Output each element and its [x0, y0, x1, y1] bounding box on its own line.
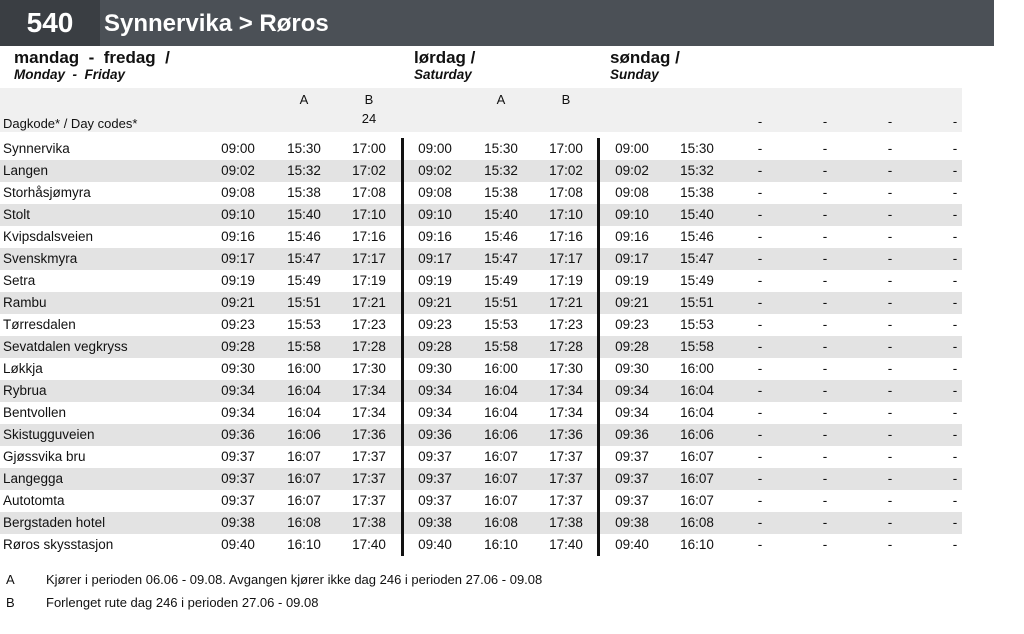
departure-time: -	[887, 185, 893, 200]
departure-time: 17:00	[352, 141, 386, 156]
departure-time: -	[757, 515, 763, 530]
departure-time: -	[952, 427, 958, 442]
departure-time: 16:07	[287, 493, 321, 508]
departure-time: 09:02	[221, 163, 255, 178]
departure-time: 15:51	[287, 295, 321, 310]
departure-time: 09:21	[615, 295, 649, 310]
departure-time: 09:16	[221, 229, 255, 244]
departure-time: 09:10	[418, 207, 452, 222]
departure-time: 16:04	[287, 405, 321, 420]
departure-time: 15:38	[287, 185, 321, 200]
departure-time: -	[887, 471, 893, 486]
day-header-saturday-no: lørdag /	[414, 48, 476, 67]
departure-time: 09:34	[418, 405, 452, 420]
departure-time: -	[757, 493, 763, 508]
departure-time: 15:51	[680, 295, 714, 310]
departure-time: 15:47	[680, 251, 714, 266]
departure-time: -	[952, 295, 958, 310]
departure-time: -	[757, 273, 763, 288]
table-row	[0, 138, 962, 160]
departure-time: 09:34	[615, 405, 649, 420]
departure-time: 09:23	[221, 317, 255, 332]
departure-time: 17:23	[549, 317, 583, 332]
departure-time: -	[887, 251, 893, 266]
departure-time: 17:30	[352, 361, 386, 376]
departure-time: -	[952, 449, 958, 464]
stop-name: Kvipsdalsveien	[3, 229, 94, 244]
stop-name: Bentvollen	[3, 405, 67, 420]
departure-time: 17:37	[352, 449, 386, 464]
departure-time: 09:34	[418, 383, 452, 398]
departure-time: 15:46	[484, 229, 518, 244]
departure-time: 17:19	[549, 273, 583, 288]
departure-time: -	[952, 471, 958, 486]
departure-time: -	[822, 361, 828, 376]
departure-time: 09:37	[221, 449, 255, 464]
departure-time: 16:04	[484, 405, 518, 420]
table-row	[0, 446, 962, 468]
departure-time: -	[822, 185, 828, 200]
departure-time: 15:49	[680, 273, 714, 288]
departure-time: -	[952, 317, 958, 332]
day-code-cell: A	[299, 92, 309, 107]
departure-time: 09:37	[615, 493, 649, 508]
departure-time: 09:10	[221, 207, 255, 222]
departure-time: 15:53	[287, 317, 321, 332]
departure-time: 15:32	[680, 163, 714, 178]
departure-time: -	[952, 141, 958, 156]
departure-time: 15:58	[484, 339, 518, 354]
departure-time: 09:16	[418, 229, 452, 244]
departure-time: -	[822, 405, 828, 420]
departure-time: 16:10	[484, 537, 518, 552]
departure-time: -	[822, 537, 828, 552]
table-row	[0, 204, 962, 226]
day-header-saturday-en: Saturday	[414, 67, 472, 82]
departure-time: -	[887, 515, 893, 530]
departure-time: -	[887, 493, 893, 508]
departure-time: 17:16	[549, 229, 583, 244]
departure-time: 17:17	[549, 251, 583, 266]
departure-time: 09:37	[418, 493, 452, 508]
departure-time: 15:32	[484, 163, 518, 178]
departure-time: 16:00	[287, 361, 321, 376]
departure-time: -	[822, 207, 828, 222]
departure-time: 17:02	[549, 163, 583, 178]
departure-time: -	[757, 537, 763, 552]
table-row	[0, 160, 962, 182]
departure-time: 16:06	[484, 427, 518, 442]
departure-time: -	[757, 163, 763, 178]
departure-time: 09:37	[418, 471, 452, 486]
departure-time: -	[887, 361, 893, 376]
departure-time: 09:19	[221, 273, 255, 288]
departure-time: -	[952, 405, 958, 420]
day-code-cell: -	[822, 114, 828, 129]
departure-time: 16:08	[287, 515, 321, 530]
departure-time: 09:37	[418, 449, 452, 464]
departure-time: 09:28	[418, 339, 452, 354]
departure-time: -	[757, 405, 763, 420]
departure-time: -	[822, 493, 828, 508]
departure-time: 17:02	[352, 163, 386, 178]
departure-time: 09:37	[221, 471, 255, 486]
stop-name: Sevatdalen vegkryss	[3, 339, 128, 354]
departure-time: -	[887, 339, 893, 354]
departure-time: 17:16	[352, 229, 386, 244]
departure-time: 15:32	[287, 163, 321, 178]
departure-time: 16:06	[287, 427, 321, 442]
departure-time: 09:10	[615, 207, 649, 222]
departure-time: 17:37	[549, 493, 583, 508]
departure-time: -	[757, 141, 763, 156]
departure-time: 09:36	[615, 427, 649, 442]
departure-time: 16:04	[680, 405, 714, 420]
departure-time: -	[822, 141, 828, 156]
day-header-sunday-en: Sunday	[610, 67, 659, 82]
stop-name: Langen	[3, 163, 49, 178]
day-code-cell: A	[496, 92, 506, 107]
stop-name: Røros skysstasjon	[3, 537, 114, 552]
departure-time: -	[887, 163, 893, 178]
table-row	[0, 292, 962, 314]
departure-time: 16:06	[680, 427, 714, 442]
table-row	[0, 534, 962, 556]
departure-time: 09:36	[418, 427, 452, 442]
departure-time: 09:23	[615, 317, 649, 332]
departure-time: -	[822, 229, 828, 244]
departure-time: 16:07	[287, 449, 321, 464]
table-row	[0, 402, 962, 424]
departure-time: 09:37	[615, 471, 649, 486]
departure-time: 16:07	[484, 449, 518, 464]
departure-time: 16:10	[287, 537, 321, 552]
departure-time: 17:37	[352, 471, 386, 486]
departure-time: 15:51	[484, 295, 518, 310]
departure-time: 09:00	[221, 141, 255, 156]
stop-name: Rambu	[3, 295, 47, 310]
table-row	[0, 424, 962, 446]
table-row	[0, 248, 962, 270]
departure-time: -	[887, 229, 893, 244]
departure-time: 09:02	[418, 163, 452, 178]
departure-time: 09:21	[221, 295, 255, 310]
table-row	[0, 380, 962, 402]
departure-time: 15:40	[484, 207, 518, 222]
departure-time: -	[952, 273, 958, 288]
departure-time: 16:00	[680, 361, 714, 376]
departure-time: 17:34	[352, 383, 386, 398]
departure-time: 15:30	[680, 141, 714, 156]
table-row	[0, 270, 962, 292]
table-row	[0, 182, 962, 204]
footnote-code: A	[6, 572, 15, 587]
departure-time: 09:38	[221, 515, 255, 530]
departure-time: -	[757, 449, 763, 464]
departure-time: 15:30	[287, 141, 321, 156]
departure-time: -	[757, 295, 763, 310]
departure-time: 09:30	[221, 361, 255, 376]
departure-time: 09:28	[615, 339, 649, 354]
departure-time: 17:36	[549, 427, 583, 442]
departure-time: -	[822, 273, 828, 288]
departure-time: 17:36	[352, 427, 386, 442]
departure-time: 17:00	[549, 141, 583, 156]
departure-time: 17:37	[549, 471, 583, 486]
departure-time: 09:21	[418, 295, 452, 310]
departure-time: 15:40	[680, 207, 714, 222]
departure-time: 09:40	[221, 537, 255, 552]
departure-time: 16:04	[287, 383, 321, 398]
departure-time: 09:28	[221, 339, 255, 354]
departure-time: -	[757, 185, 763, 200]
table-row	[0, 468, 962, 490]
departure-time: -	[887, 405, 893, 420]
departure-time: 16:07	[287, 471, 321, 486]
departure-time: -	[952, 361, 958, 376]
departure-time: 09:38	[418, 515, 452, 530]
departure-time: 16:08	[680, 515, 714, 530]
departure-time: -	[822, 383, 828, 398]
departure-time: -	[822, 317, 828, 332]
departure-time: 16:07	[484, 493, 518, 508]
departure-time: 09:37	[615, 449, 649, 464]
departure-time: 17:17	[352, 251, 386, 266]
departure-time: -	[887, 141, 893, 156]
departure-time: -	[887, 449, 893, 464]
departure-time: 16:07	[484, 471, 518, 486]
departure-time: -	[757, 207, 763, 222]
departure-time: 15:30	[484, 141, 518, 156]
footnote-text: Forlenget rute dag 246 i perioden 27.06 - 09.08	[46, 595, 319, 610]
table-row	[0, 226, 962, 248]
departure-time: 09:34	[221, 383, 255, 398]
departure-time: 17:10	[549, 207, 583, 222]
departure-time: -	[822, 515, 828, 530]
stop-name: Synnervika	[3, 141, 70, 156]
column-divider-weekdays-saturday	[401, 138, 404, 556]
departure-time: 16:04	[680, 383, 714, 398]
departure-time: -	[887, 295, 893, 310]
footnote-code: B	[6, 595, 15, 610]
day-code-cell: B	[561, 92, 571, 107]
day-code-cell: -	[952, 114, 958, 129]
departure-time: 17:37	[549, 449, 583, 464]
departure-time: 09:30	[418, 361, 452, 376]
departure-time: -	[822, 449, 828, 464]
stop-name: Løkkja	[3, 361, 43, 376]
departure-time: 09:19	[418, 273, 452, 288]
departure-time: 15:58	[287, 339, 321, 354]
departure-time: -	[952, 493, 958, 508]
timetable-rows	[0, 138, 962, 556]
departure-time: 09:34	[615, 383, 649, 398]
table-row	[0, 358, 962, 380]
departure-time: 17:28	[352, 339, 386, 354]
departure-time: 09:00	[418, 141, 452, 156]
departure-time: -	[822, 251, 828, 266]
departure-time: -	[952, 383, 958, 398]
departure-time: 17:08	[352, 185, 386, 200]
day-code-cell: 24	[361, 111, 377, 126]
departure-time: -	[822, 339, 828, 354]
departure-time: 09:23	[418, 317, 452, 332]
day-code-cell: -	[757, 114, 763, 129]
departure-time: 09:38	[615, 515, 649, 530]
departure-time: 09:40	[615, 537, 649, 552]
footnote-text: Kjører i perioden 06.06 - 09.08. Avgangen kjører ikke dag 246 i perioden 27.06 - 09.08	[46, 572, 543, 587]
departure-time: 09:17	[615, 251, 649, 266]
departure-time: -	[822, 427, 828, 442]
stop-name: Tørresdalen	[3, 317, 76, 332]
day-header-weekdays	[14, 49, 170, 82]
departure-time: 09:00	[615, 141, 649, 156]
day-code-cell: B	[364, 92, 374, 107]
day-header-sunday-no: søndag /	[610, 48, 680, 67]
departure-time: 09:40	[418, 537, 452, 552]
departure-time: 16:04	[484, 383, 518, 398]
departure-time: -	[952, 163, 958, 178]
table-row	[0, 490, 962, 512]
departure-time: -	[887, 427, 893, 442]
route-number: 540	[0, 0, 100, 46]
departure-time: -	[952, 185, 958, 200]
departure-time: -	[757, 251, 763, 266]
departure-time: 15:53	[680, 317, 714, 332]
day-codes-label: Dagkode* / Day codes*	[3, 116, 138, 131]
column-divider-saturday-sunday	[597, 138, 600, 556]
departure-time: 17:08	[549, 185, 583, 200]
departure-time: 17:28	[549, 339, 583, 354]
departure-time: 15:38	[680, 185, 714, 200]
departure-time: 17:34	[549, 383, 583, 398]
departure-time: 09:08	[615, 185, 649, 200]
departure-time: 15:58	[680, 339, 714, 354]
departure-time: 09:17	[418, 251, 452, 266]
stop-name: Rybrua	[3, 383, 47, 398]
departure-time: -	[887, 383, 893, 398]
departure-time: -	[822, 295, 828, 310]
departure-time: -	[952, 537, 958, 552]
departure-time: -	[757, 361, 763, 376]
departure-time: 17:10	[352, 207, 386, 222]
departure-time: 15:49	[287, 273, 321, 288]
day-header-weekdays-no: mandag - fredag /	[14, 48, 170, 67]
departure-time: 09:08	[418, 185, 452, 200]
departure-time: 15:46	[287, 229, 321, 244]
stop-name: Stolt	[3, 207, 31, 222]
stop-name: Skistugguveien	[3, 427, 95, 442]
day-code-cell: -	[887, 114, 893, 129]
departure-time: 16:00	[484, 361, 518, 376]
departure-time: -	[887, 537, 893, 552]
departure-time: 17:19	[352, 273, 386, 288]
departure-time: 09:02	[615, 163, 649, 178]
departure-time: -	[757, 427, 763, 442]
departure-time: -	[952, 251, 958, 266]
table-row	[0, 336, 962, 358]
departure-time: 17:38	[352, 515, 386, 530]
departure-time: -	[822, 471, 828, 486]
departure-time: -	[887, 273, 893, 288]
departure-time: 09:16	[615, 229, 649, 244]
stop-name: Langegga	[3, 471, 64, 486]
departure-time: -	[887, 317, 893, 332]
departure-time: 17:21	[549, 295, 583, 310]
departure-time: -	[757, 339, 763, 354]
departure-time: 15:47	[484, 251, 518, 266]
day-header-saturday	[414, 49, 475, 82]
departure-time: 17:37	[352, 493, 386, 508]
stop-name: Autotomta	[3, 493, 65, 508]
stop-name: Bergstaden hotel	[3, 515, 106, 530]
departure-time: 16:10	[680, 537, 714, 552]
departure-time: 15:47	[287, 251, 321, 266]
stop-name: Storhåsjømyra	[3, 185, 91, 200]
departure-time: 17:34	[352, 405, 386, 420]
departure-time: -	[757, 383, 763, 398]
departure-time: -	[757, 317, 763, 332]
route-title: Synnervika > Røros	[104, 10, 329, 37]
stop-name: Svenskmyra	[3, 251, 78, 266]
departure-time: 17:23	[352, 317, 386, 332]
day-header-weekdays-en: Monday - Friday	[14, 67, 126, 82]
departure-time: 17:40	[352, 537, 386, 552]
departure-time: -	[757, 229, 763, 244]
departure-time: 09:08	[221, 185, 255, 200]
departure-time: 09:37	[221, 493, 255, 508]
departure-time: 15:40	[287, 207, 321, 222]
departure-time: 17:38	[549, 515, 583, 530]
departure-time: 16:07	[680, 471, 714, 486]
departure-time: 09:17	[221, 251, 255, 266]
departure-time: -	[952, 229, 958, 244]
departure-time: 15:53	[484, 317, 518, 332]
departure-time: 15:46	[680, 229, 714, 244]
departure-time: 17:30	[549, 361, 583, 376]
departure-time: 17:34	[549, 405, 583, 420]
day-header-sunday	[610, 49, 680, 82]
departure-time: -	[757, 471, 763, 486]
table-row	[0, 314, 962, 336]
route-header	[0, 0, 994, 46]
departure-time: -	[952, 515, 958, 530]
departure-time: -	[952, 207, 958, 222]
departure-time: 09:19	[615, 273, 649, 288]
departure-time: -	[822, 163, 828, 178]
departure-time: 16:07	[680, 493, 714, 508]
departure-time: 15:49	[484, 273, 518, 288]
departure-time: 15:38	[484, 185, 518, 200]
departure-time: 17:21	[352, 295, 386, 310]
stop-name: Setra	[3, 273, 36, 288]
departure-time: 16:07	[680, 449, 714, 464]
departure-time: 09:36	[221, 427, 255, 442]
table-row	[0, 512, 962, 534]
departure-time: -	[952, 339, 958, 354]
departure-time: 09:34	[221, 405, 255, 420]
departure-time: 17:40	[549, 537, 583, 552]
departure-time: 09:30	[615, 361, 649, 376]
stop-name: Gjøssvika bru	[3, 449, 86, 464]
departure-time: -	[887, 207, 893, 222]
departure-time: 16:08	[484, 515, 518, 530]
